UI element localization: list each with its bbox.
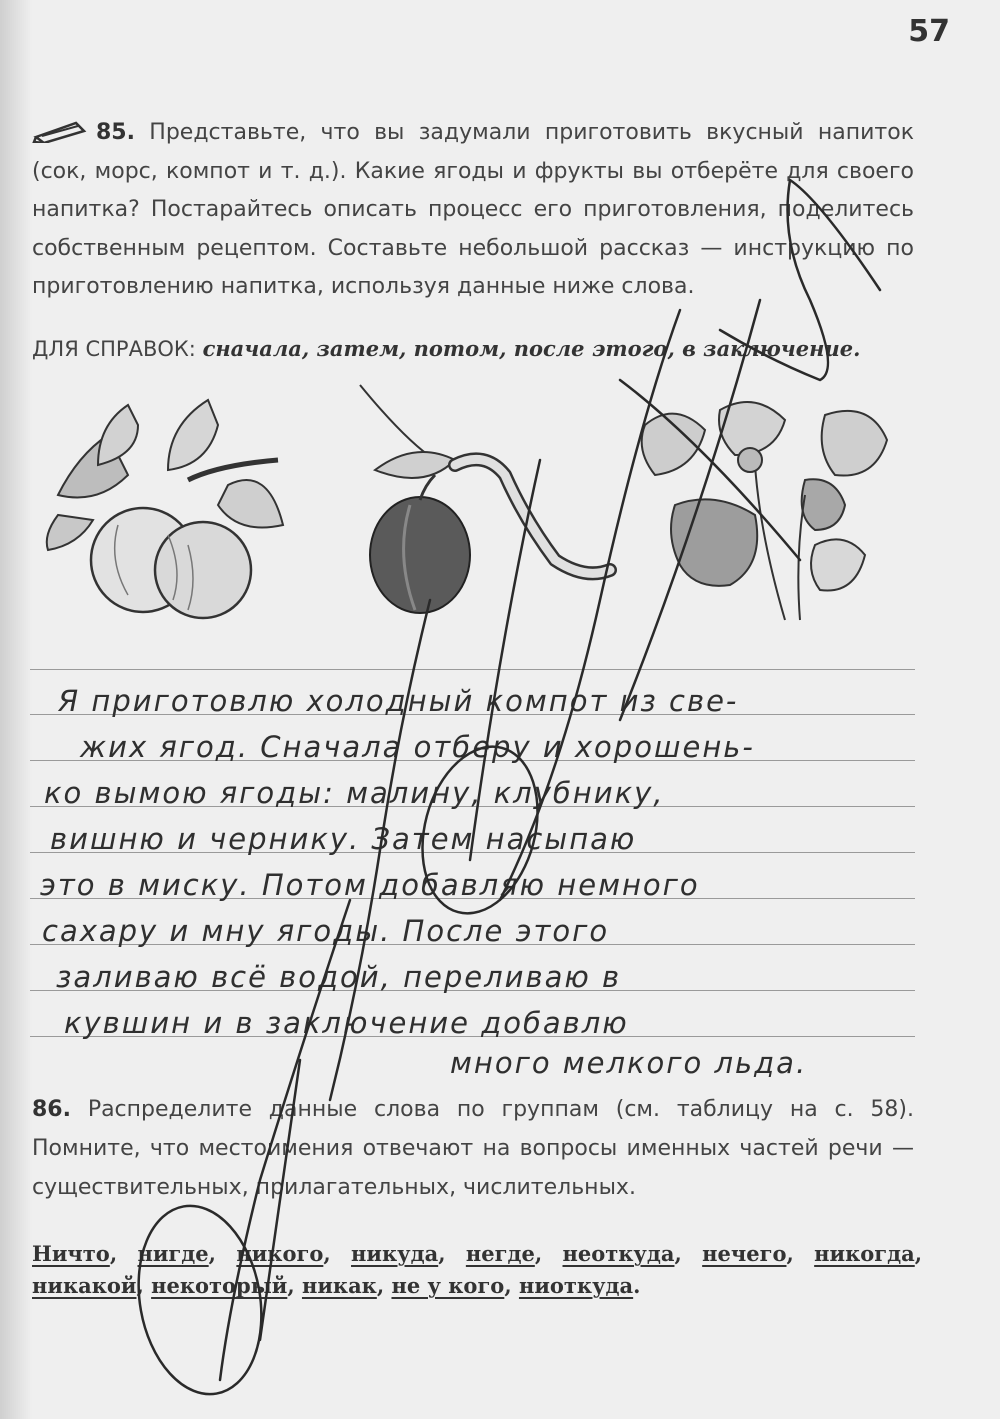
page-edge-shadow: [0, 0, 32, 1419]
handwritten-line: Я приготовлю холодный компот из све-: [58, 684, 739, 718]
task-85-text: Представьте, что вы задумали приготовить вкусный напиток (сок, морс, компот и т. д.). Какие ягоды и фрукты вы отберёте для своего напитка? Постарайтесь описать процесс его приготовления, поделитесь собственным рецептом. Составьте небольшой рассказ — инструкцию по приготовлению напитка, используя данные ниже слова.: [32, 120, 914, 299]
word-item: ниоткуда: [518, 1273, 634, 1298]
word-item: нечего: [702, 1241, 787, 1266]
handwritten-line: сахару и мну ягоды. После этого: [42, 914, 610, 948]
word-item: никак: [301, 1273, 377, 1298]
word-item: неоткуда: [562, 1241, 675, 1266]
handwritten-line: вишню и чернику. Затем насыпаю: [50, 822, 637, 856]
apples-illustration: [38, 395, 300, 630]
page-number: 57: [908, 14, 950, 49]
word-item: негде: [465, 1241, 535, 1266]
reference-label: ДЛЯ СПРАВОК:: [32, 337, 196, 361]
task-85: [32, 114, 914, 307]
task-85-number: 85.: [96, 120, 135, 145]
reference-line: [32, 336, 922, 361]
task-86-number: 86.: [32, 1097, 71, 1122]
word-item: не у кого: [391, 1273, 505, 1298]
word-item: никогда: [814, 1241, 915, 1266]
strawberry-illustration: [635, 395, 895, 625]
word-item: никуда: [351, 1241, 439, 1266]
handwritten-line: заливаю всё водой, переливаю в: [56, 960, 622, 994]
pencil-icon: [32, 117, 90, 143]
word-item: нигде: [137, 1241, 209, 1266]
task-86-text: Распределите данные слова по группам (см. таблицу на с. 58). Помните, что местоимения отвечают на вопросы именных частей речи — существительных, прилагательных, числительных.: [32, 1097, 915, 1200]
word-item: никого: [236, 1241, 324, 1266]
plum-illustration: [355, 380, 625, 630]
word-item: некоторый: [151, 1273, 288, 1298]
task-86: [32, 1090, 914, 1207]
handwritten-line: это в миску. Потом добавляю немного: [40, 868, 700, 902]
handwritten-line: много мелкого льда.: [450, 1046, 808, 1080]
handwritten-line: жих ягод. Сначала отберу и хорошень-: [80, 730, 755, 764]
reference-words: сначала, затем, потом, после этого, в заключение.: [202, 336, 861, 361]
task-86-words: Ничто, нигде, никого, никуда, негде, неоткуда, нечего, никогда, никакой, некоторый, никак, не у кого, ниоткуда.: [32, 1241, 923, 1298]
handwritten-line: ко вымою ягоды: малину, клубнику,: [44, 776, 665, 810]
handwritten-line: кувшин и в заключение добавлю: [64, 1006, 629, 1040]
word-item: Ничто: [32, 1241, 110, 1266]
word-item: никакой: [32, 1273, 137, 1298]
